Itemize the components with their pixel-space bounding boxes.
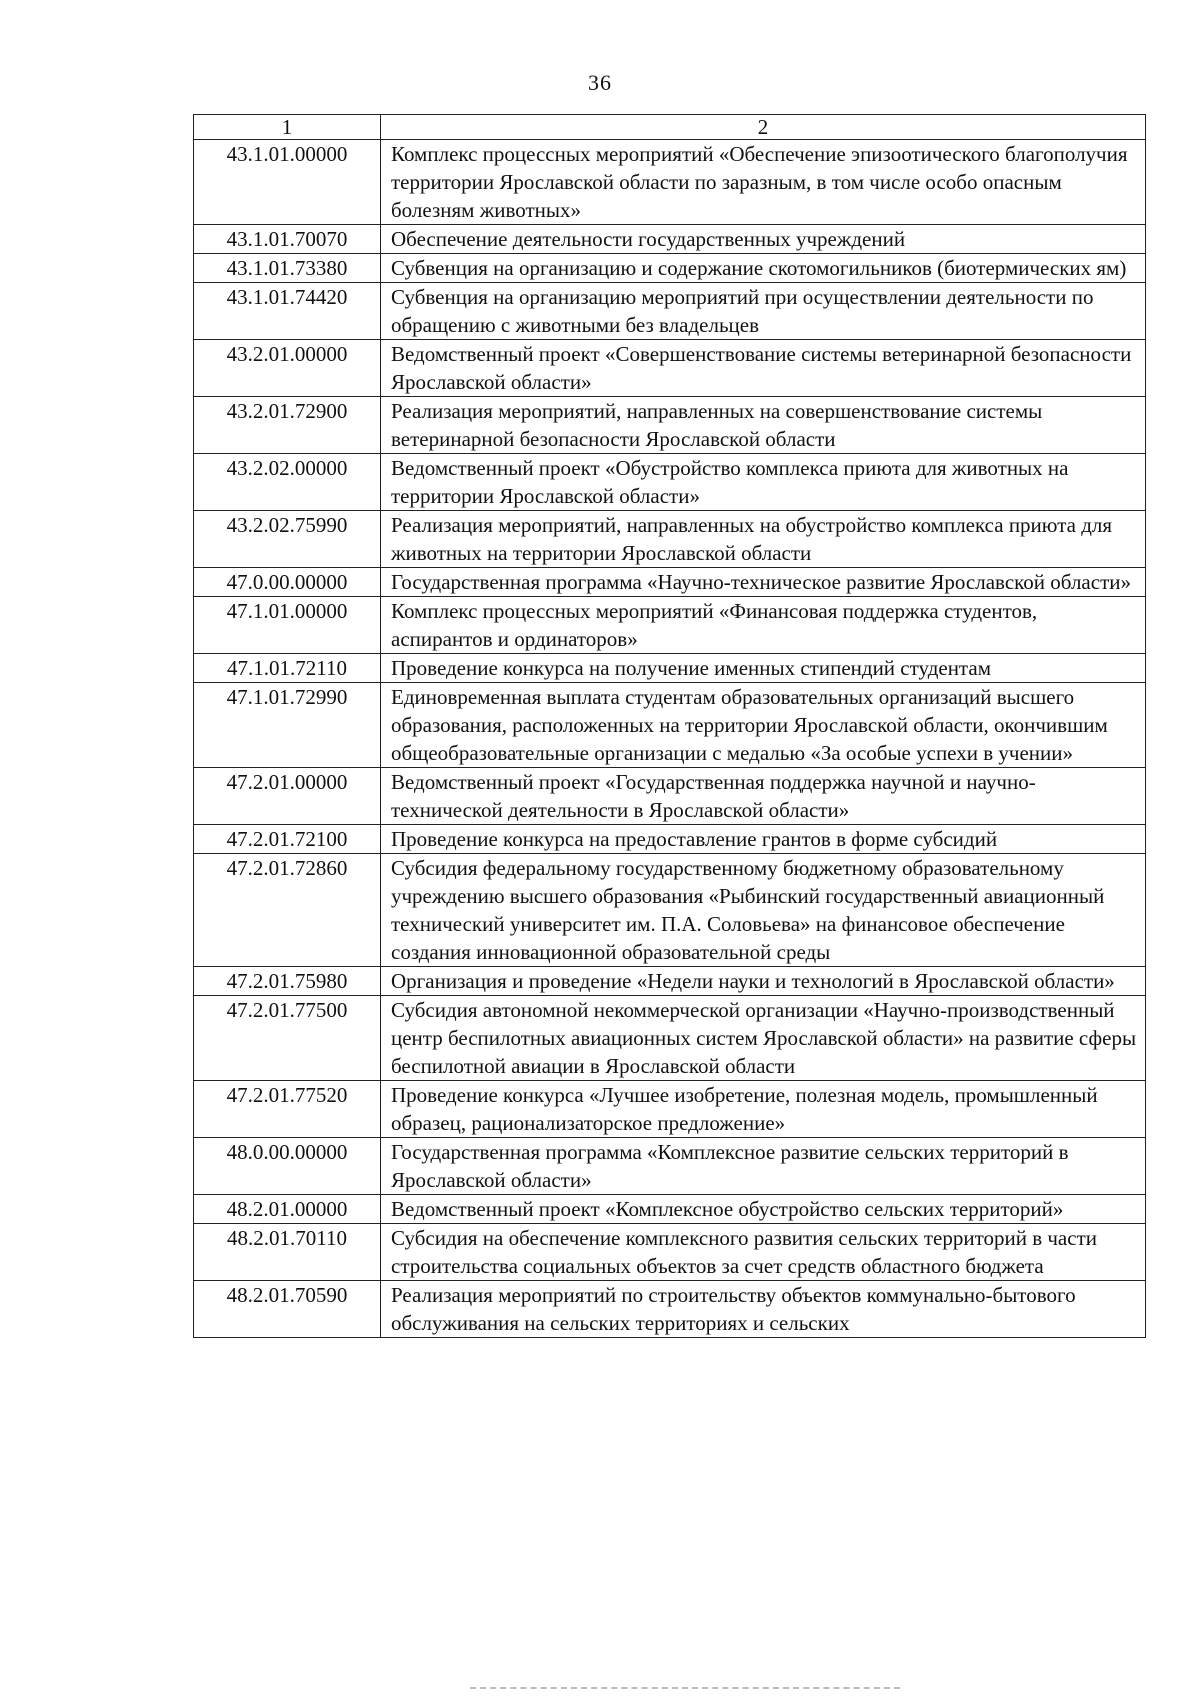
row-code: 47.2.01.75980 [194, 967, 381, 996]
row-name: Ведомственный проект «Совершенствование системы ветеринарной безопасности Ярославской области» [381, 340, 1146, 397]
row-code: 43.2.01.72900 [194, 397, 381, 454]
column-header-code: 1 [194, 115, 381, 140]
row-name: Субсидия федеральному государственному бюджетному образовательному учреждению высшего образования «Рыбинский государственный авиационный технический университет им. П.А. Соловьева» на финансовое обеспечение создания инновационной образовательной среды [381, 854, 1146, 967]
table-header-row [194, 115, 1146, 140]
row-name: Комплекс процессных мероприятий «Обеспечение эпизоотического благополучия территории Ярославской области по заразным, в том числе особо опасным болезням животных» [381, 140, 1146, 225]
row-name: Реализация мероприятий по строительству объектов коммунально-бытового обслуживания на сельских территориях и сельских [381, 1281, 1146, 1338]
table-row [194, 340, 1146, 397]
row-name: Государственная программа «Научно-техническое развитие Ярославской области» [381, 568, 1146, 597]
row-code: 48.2.01.70110 [194, 1224, 381, 1281]
row-name: Ведомственный проект «Обустройство комплекса приюта для животных на территории Ярославской области» [381, 454, 1146, 511]
table-row [194, 996, 1146, 1081]
row-code: 48.0.00.00000 [194, 1138, 381, 1195]
row-code: 47.2.01.72860 [194, 854, 381, 967]
budget-classification-table [193, 114, 1146, 1338]
row-code: 47.0.00.00000 [194, 568, 381, 597]
table-row [194, 768, 1146, 825]
row-name: Единовременная выплата студентам образовательных организаций высшего образования, расположенных на территории Ярославской области, окончившим общеобразовательные организации с медалью «За особые успехи в учении» [381, 683, 1146, 768]
row-name: Обеспечение деятельности государственных учреждений [381, 225, 1146, 254]
table-row [194, 683, 1146, 768]
row-code: 43.1.01.74420 [194, 283, 381, 340]
table-row [194, 654, 1146, 683]
row-name: Субвенция на организацию мероприятий при осуществлении деятельности по обращению с животными без владельцев [381, 283, 1146, 340]
table-row [194, 825, 1146, 854]
row-code: 43.1.01.70070 [194, 225, 381, 254]
row-name: Комплекс процессных мероприятий «Финансовая поддержка студентов, аспирантов и ординаторов» [381, 597, 1146, 654]
row-code: 47.1.01.72990 [194, 683, 381, 768]
row-code: 47.2.01.77500 [194, 996, 381, 1081]
row-name: Проведение конкурса «Лучшее изобретение, полезная модель, промышленный образец, рационализаторское предложение» [381, 1081, 1146, 1138]
row-name: Реализация мероприятий, направленных на совершенствование системы ветеринарной безопасности Ярославской области [381, 397, 1146, 454]
row-code: 43.2.01.00000 [194, 340, 381, 397]
row-code: 43.2.02.00000 [194, 454, 381, 511]
row-code: 47.1.01.00000 [194, 597, 381, 654]
table-row [194, 1224, 1146, 1281]
table-row [194, 967, 1146, 996]
table-row [194, 225, 1146, 254]
table-row [194, 283, 1146, 340]
table-row [194, 511, 1146, 568]
row-name: Ведомственный проект «Государственная поддержка научной и научно-технической деятельности в Ярославской области» [381, 768, 1146, 825]
row-code: 47.1.01.72110 [194, 654, 381, 683]
row-name: Государственная программа «Комплексное развитие сельских территорий в Ярославской области» [381, 1138, 1146, 1195]
scan-footer-marks [470, 1687, 900, 1692]
row-name: Проведение конкурса на получение именных стипендий студентам [381, 654, 1146, 683]
table-row [194, 1281, 1146, 1338]
row-name: Субвенция на организацию и содержание скотомогильников (биотермических ям) [381, 254, 1146, 283]
row-code: 43.1.01.00000 [194, 140, 381, 225]
table-row [194, 254, 1146, 283]
row-name: Проведение конкурса на предоставление грантов в форме субсидий [381, 825, 1146, 854]
row-code: 47.2.01.72100 [194, 825, 381, 854]
column-header-name: 2 [381, 115, 1146, 140]
row-code: 47.2.01.77520 [194, 1081, 381, 1138]
table-row [194, 597, 1146, 654]
table-row [194, 1195, 1146, 1224]
row-name: Субсидия на обеспечение комплексного развития сельских территорий в части строительства социальных объектов за счет средств областного бюджета [381, 1224, 1146, 1281]
row-code: 43.2.02.75990 [194, 511, 381, 568]
table-row [194, 140, 1146, 225]
page-number: 36 [588, 70, 612, 95]
row-code: 48.2.01.70590 [194, 1281, 381, 1338]
table-row [194, 397, 1146, 454]
row-code: 43.1.01.73380 [194, 254, 381, 283]
table-row [194, 1081, 1146, 1138]
table-row [194, 854, 1146, 967]
table-row [194, 568, 1146, 597]
row-code: 48.2.01.00000 [194, 1195, 381, 1224]
row-name: Ведомственный проект «Комплексное обустройство сельских территорий» [381, 1195, 1146, 1224]
row-code: 47.2.01.00000 [194, 768, 381, 825]
row-name: Организация и проведение «Недели науки и технологий в Ярославской области» [381, 967, 1146, 996]
row-name: Реализация мероприятий, направленных на обустройство комплекса приюта для животных на территории Ярославской области [381, 511, 1146, 568]
table-row [194, 454, 1146, 511]
row-name: Субсидия автономной некоммерческой организации «Научно-производственный центр беспилотных авиационных систем Ярославской области» на развитие сферы беспилотной авиации в Ярославской области [381, 996, 1146, 1081]
table-row [194, 1138, 1146, 1195]
